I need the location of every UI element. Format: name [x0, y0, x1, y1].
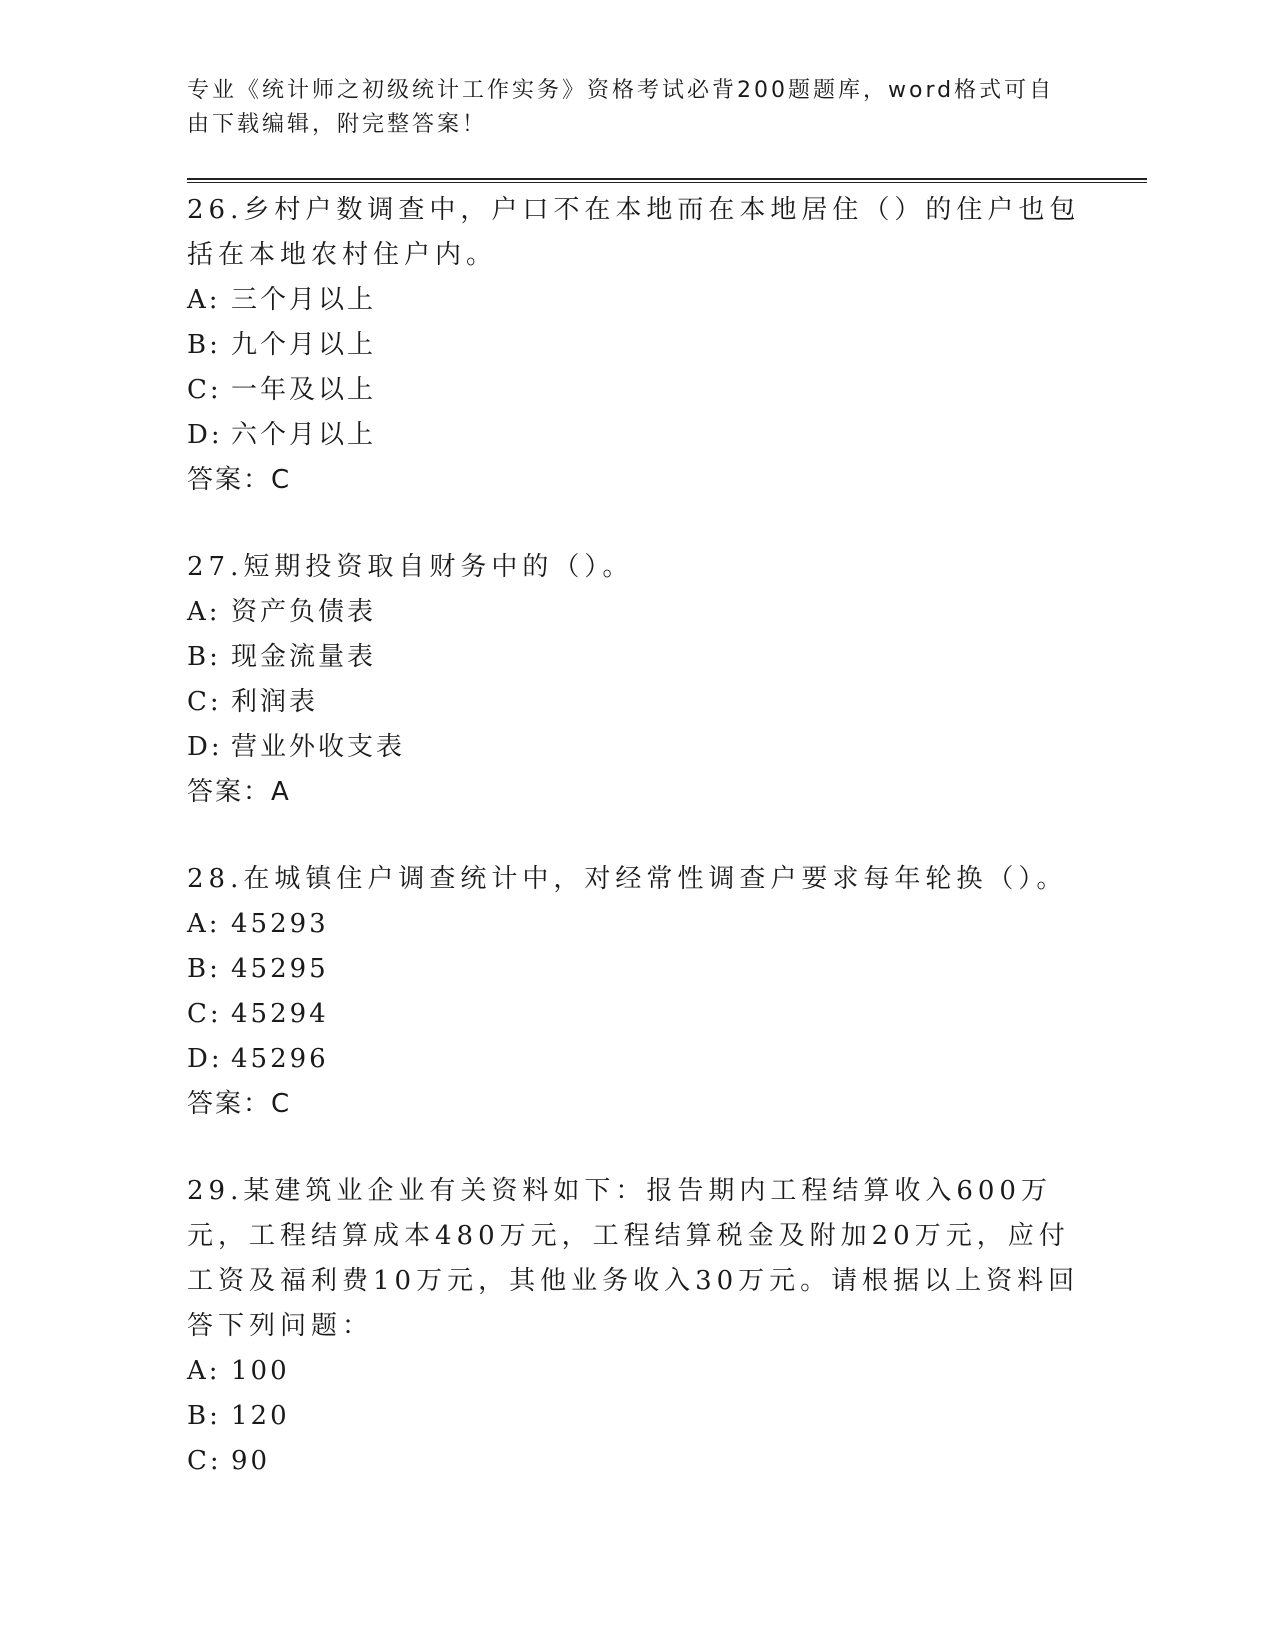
option-c — [187, 680, 1087, 725]
option-b — [187, 323, 1087, 368]
option-a — [187, 1349, 1087, 1394]
option-text: 资产负债表 — [231, 597, 377, 627]
option-letter: D: — [187, 420, 223, 450]
option-text: 45294 — [231, 999, 329, 1029]
answer-line: 答案：C — [187, 1089, 292, 1119]
option-text: 100 — [231, 1356, 290, 1386]
option-letter: C: — [187, 375, 222, 405]
option-letter: A: — [187, 597, 221, 627]
question-text: 26.乡村户数调查中，户口不在本地而在本地居住（）的住户也包括在本地农村住户内。 — [187, 195, 1081, 270]
option-letter: A: — [187, 285, 221, 315]
document-header: 专业《统计师之初级统计工作实务》资格考试必背200题题库，word格式可自由下载编辑，附完整答案！ — [187, 78, 1055, 137]
option-b — [187, 635, 1087, 680]
option-text: 九个月以上 — [231, 330, 377, 360]
option-text: 45296 — [231, 1044, 329, 1074]
option-b — [187, 947, 1087, 992]
question-29 — [187, 1169, 1087, 1484]
option-letter: B: — [187, 1401, 221, 1431]
option-text: 利润表 — [231, 687, 319, 717]
option-text: 90 — [231, 1446, 271, 1476]
option-c — [187, 992, 1087, 1037]
option-c — [187, 1439, 1087, 1484]
option-c — [187, 368, 1087, 413]
option-d — [187, 413, 1087, 458]
option-letter: B: — [187, 642, 221, 672]
answer-line: 答案：C — [187, 465, 292, 495]
option-a — [187, 902, 1087, 947]
option-letter: B: — [187, 330, 221, 360]
option-text: 三个月以上 — [231, 285, 377, 315]
option-letter: A: — [187, 909, 221, 939]
option-text: 一年及以上 — [231, 375, 377, 405]
option-letter: C: — [187, 1446, 222, 1476]
question-text: 29.某建筑业企业有关资料如下：报告期内工程结算收入600万元，工程结算成本480万元，工程结算税金及附加20万元，应付工资及福利费10万元，其他业务收入30万元。请根据以上资料回答下列问题： — [187, 1176, 1080, 1341]
question-26 — [187, 188, 1087, 503]
option-text: 现金流量表 — [231, 642, 377, 672]
question-text: 27.短期投资取自财务中的（）。 — [187, 552, 634, 582]
option-letter: D: — [187, 1044, 223, 1074]
question-text: 28.在城镇住户调查统计中，对经常性调查户要求每年轮换（）。 — [187, 864, 1068, 894]
option-text: 45295 — [231, 954, 329, 984]
question-28 — [187, 857, 1087, 1127]
question-list — [187, 188, 1087, 1526]
option-d — [187, 1037, 1087, 1082]
option-text: 六个月以上 — [231, 420, 377, 450]
question-27 — [187, 545, 1087, 815]
option-a — [187, 278, 1087, 323]
option-letter: B: — [187, 954, 221, 984]
option-letter: C: — [187, 687, 222, 717]
option-d — [187, 725, 1087, 770]
answer-line: 答案：A — [187, 777, 291, 807]
option-text: 45293 — [231, 909, 329, 939]
option-letter: A: — [187, 1356, 221, 1386]
option-letter: C: — [187, 999, 222, 1029]
option-text: 120 — [231, 1401, 290, 1431]
option-letter: D: — [187, 732, 223, 762]
option-a — [187, 590, 1087, 635]
option-text: 营业外收支表 — [231, 732, 406, 762]
header-divider — [187, 178, 1147, 183]
option-b — [187, 1394, 1087, 1439]
